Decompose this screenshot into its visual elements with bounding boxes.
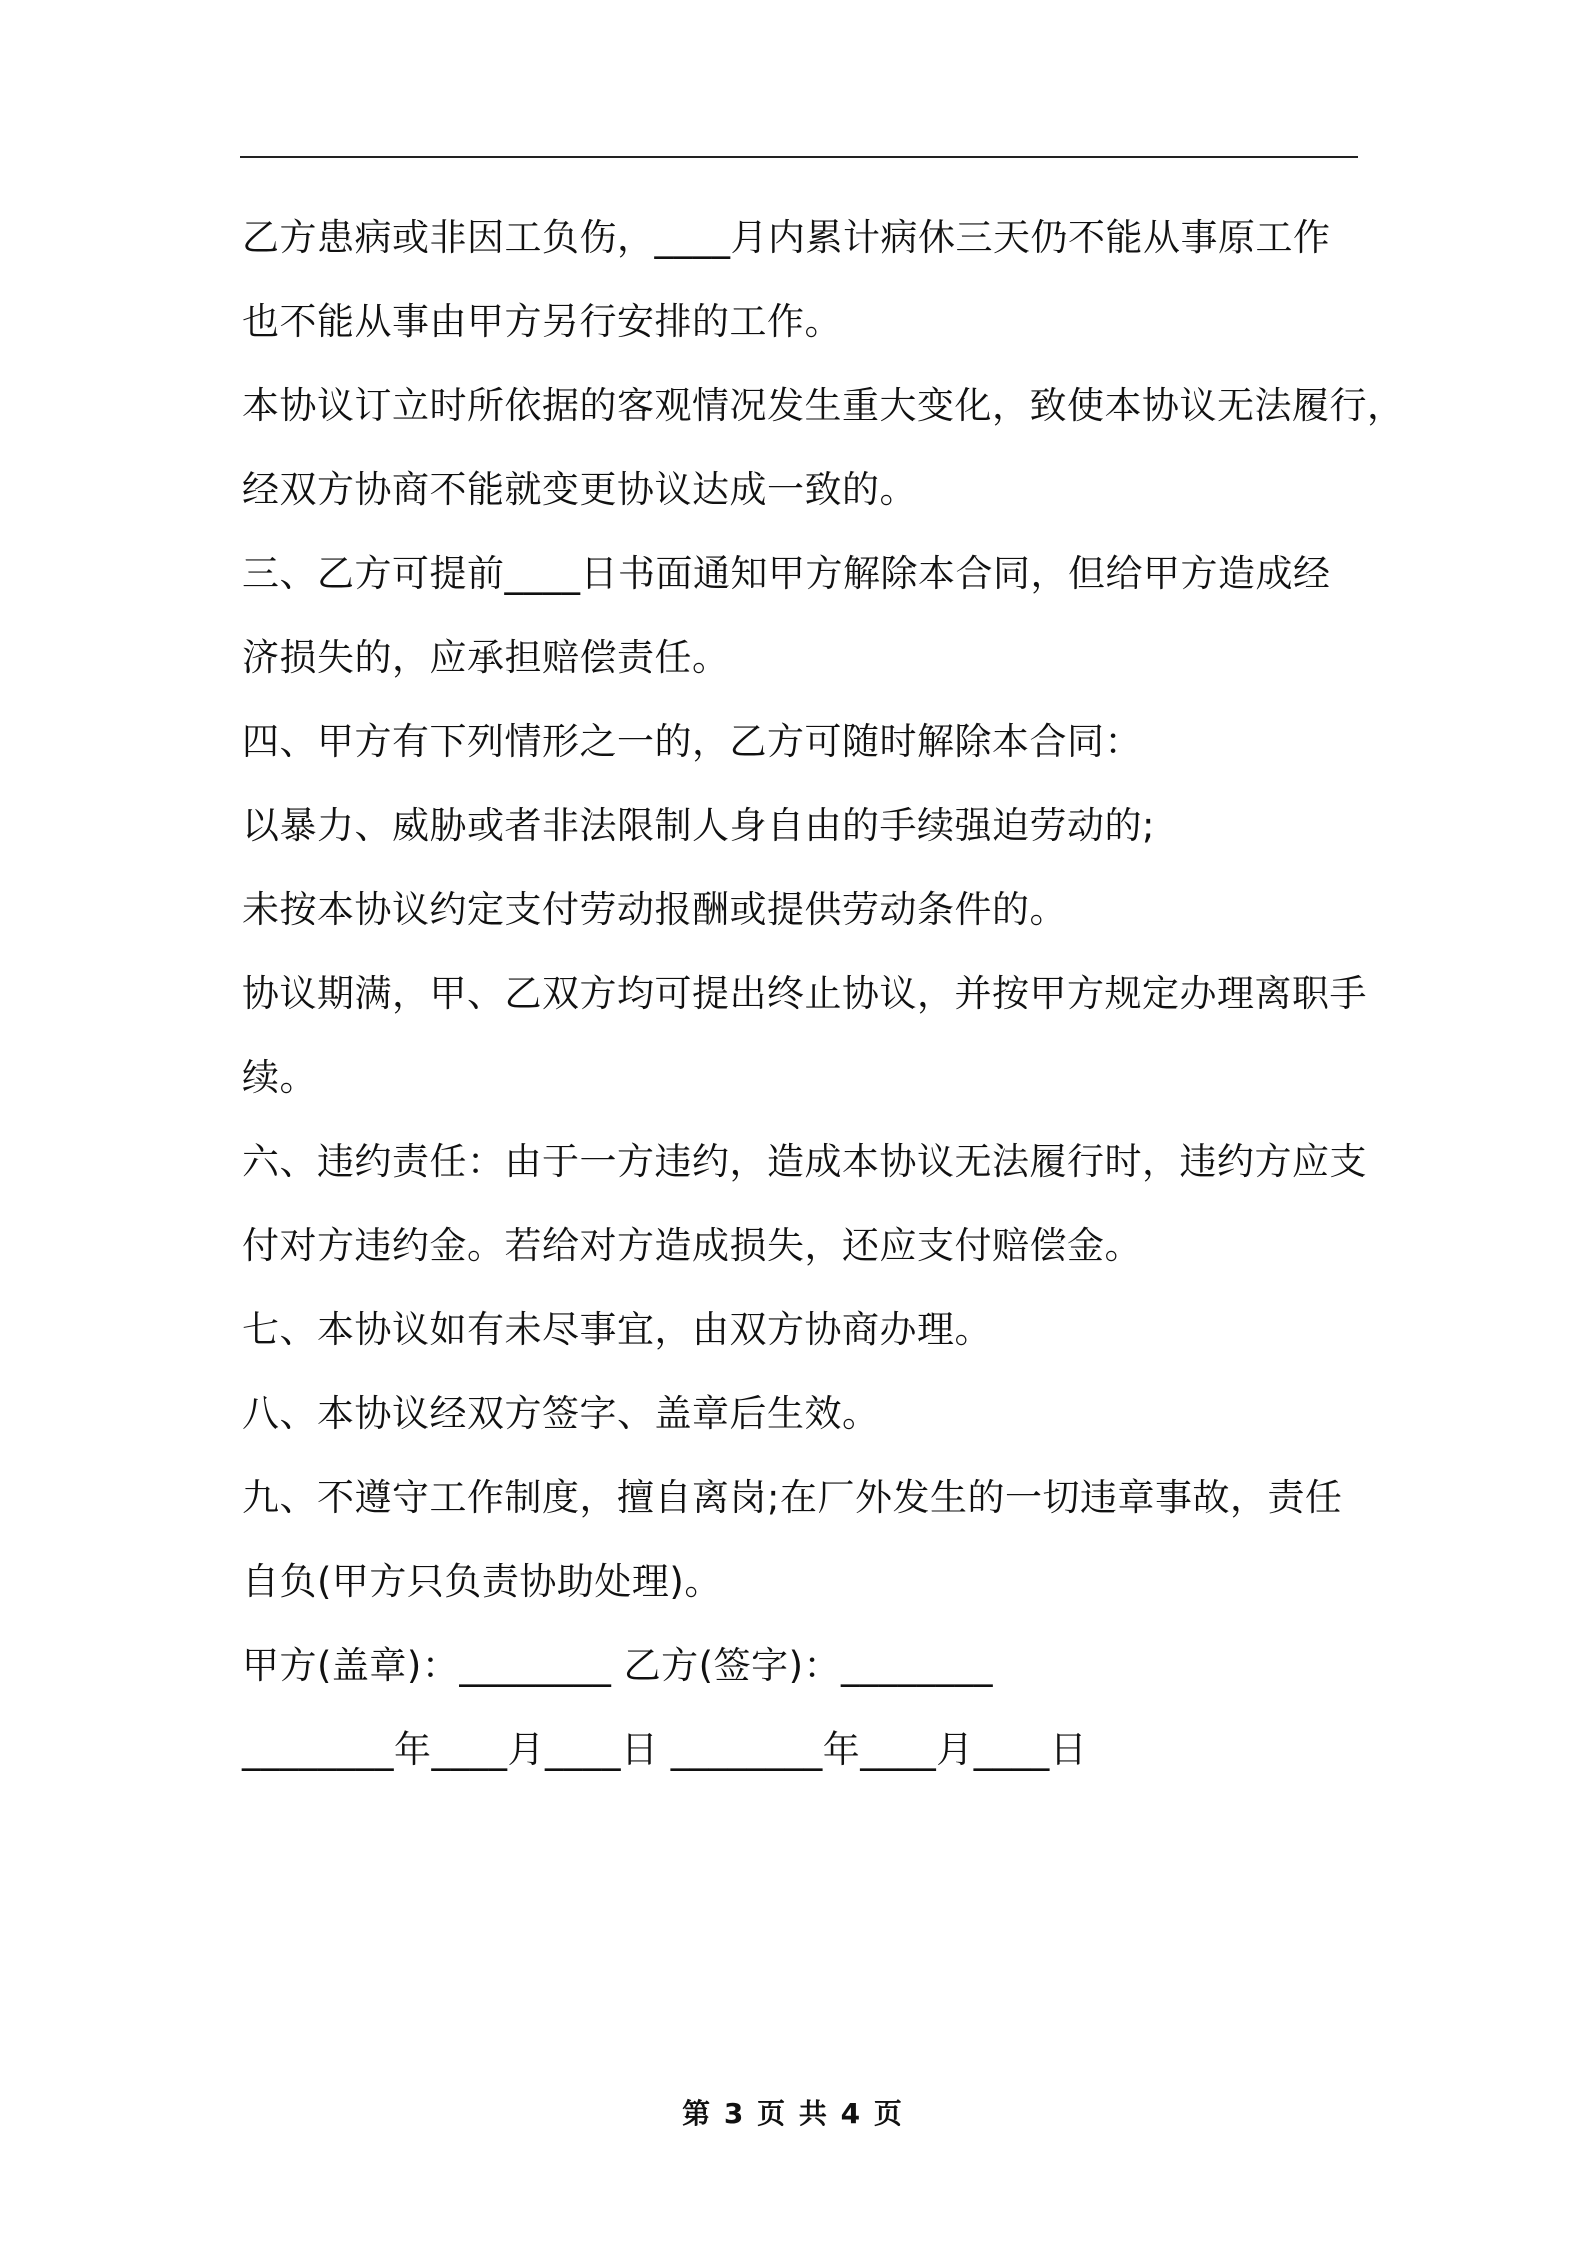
paragraph-line: 九、不遵守工作制度，擅自离岗;在厂外发生的一切违章事故，责任 bbox=[242, 1476, 1343, 1519]
paragraph-line: 八、本协议经双方签字、盖章后生效。 bbox=[242, 1392, 880, 1435]
paragraph-line: 协议期满，甲、乙双方均可提出终止协议，并按甲方规定办理离职手 bbox=[242, 972, 1367, 1015]
paragraph-line: 付对方违约金。若给对方造成损失，还应支付赔偿金。 bbox=[242, 1224, 1142, 1267]
paragraph-line: 也不能从事由甲方另行安排的工作。 bbox=[242, 300, 842, 343]
paragraph-line: 六、违约责任：由于一方违约，造成本协议无法履行时，违约方应支 bbox=[242, 1140, 1367, 1183]
signature-line: 甲方(盖章)：________ 乙方(签字)：________ bbox=[242, 1644, 994, 1687]
paragraph-line: 未按本协议约定支付劳动报酬或提供劳动条件的。 bbox=[242, 888, 1067, 931]
paragraph-line: 经双方协商不能就变更协议达成一致的。 bbox=[242, 468, 917, 511]
paragraph-line: 七、本协议如有未尽事宜，由双方协商办理。 bbox=[242, 1308, 992, 1351]
paragraph-line: 四、甲方有下列情形之一的，乙方可随时解除本合同： bbox=[242, 720, 1142, 763]
paragraph-line: 自负(甲方只负责协助处理)。 bbox=[242, 1560, 722, 1603]
page-number: 第 3 页 共 4 页 bbox=[682, 2097, 904, 2130]
date-line: ________年____月____日 ________年____月____日 bbox=[242, 1728, 1088, 1771]
paragraph-line: 本协议订立时所依据的客观情况发生重大变化，致使本协议无法履行， bbox=[242, 384, 1405, 427]
paragraph-line: 续。 bbox=[242, 1056, 317, 1099]
paragraph-line: 以暴力、威胁或者非法限制人身自由的手续强迫劳动的; bbox=[242, 804, 1155, 847]
paragraph-line: 乙方患病或非因工负伤，____月内累计病休三天仍不能从事原工作 bbox=[242, 216, 1331, 259]
document-body bbox=[242, 196, 1405, 1792]
paragraph-line: 三、乙方可提前____日书面通知甲方解除本合同，但给甲方造成经 bbox=[242, 552, 1331, 595]
paragraph-line: 济损失的，应承担赔偿责任。 bbox=[242, 636, 730, 679]
header-rule bbox=[240, 156, 1358, 158]
